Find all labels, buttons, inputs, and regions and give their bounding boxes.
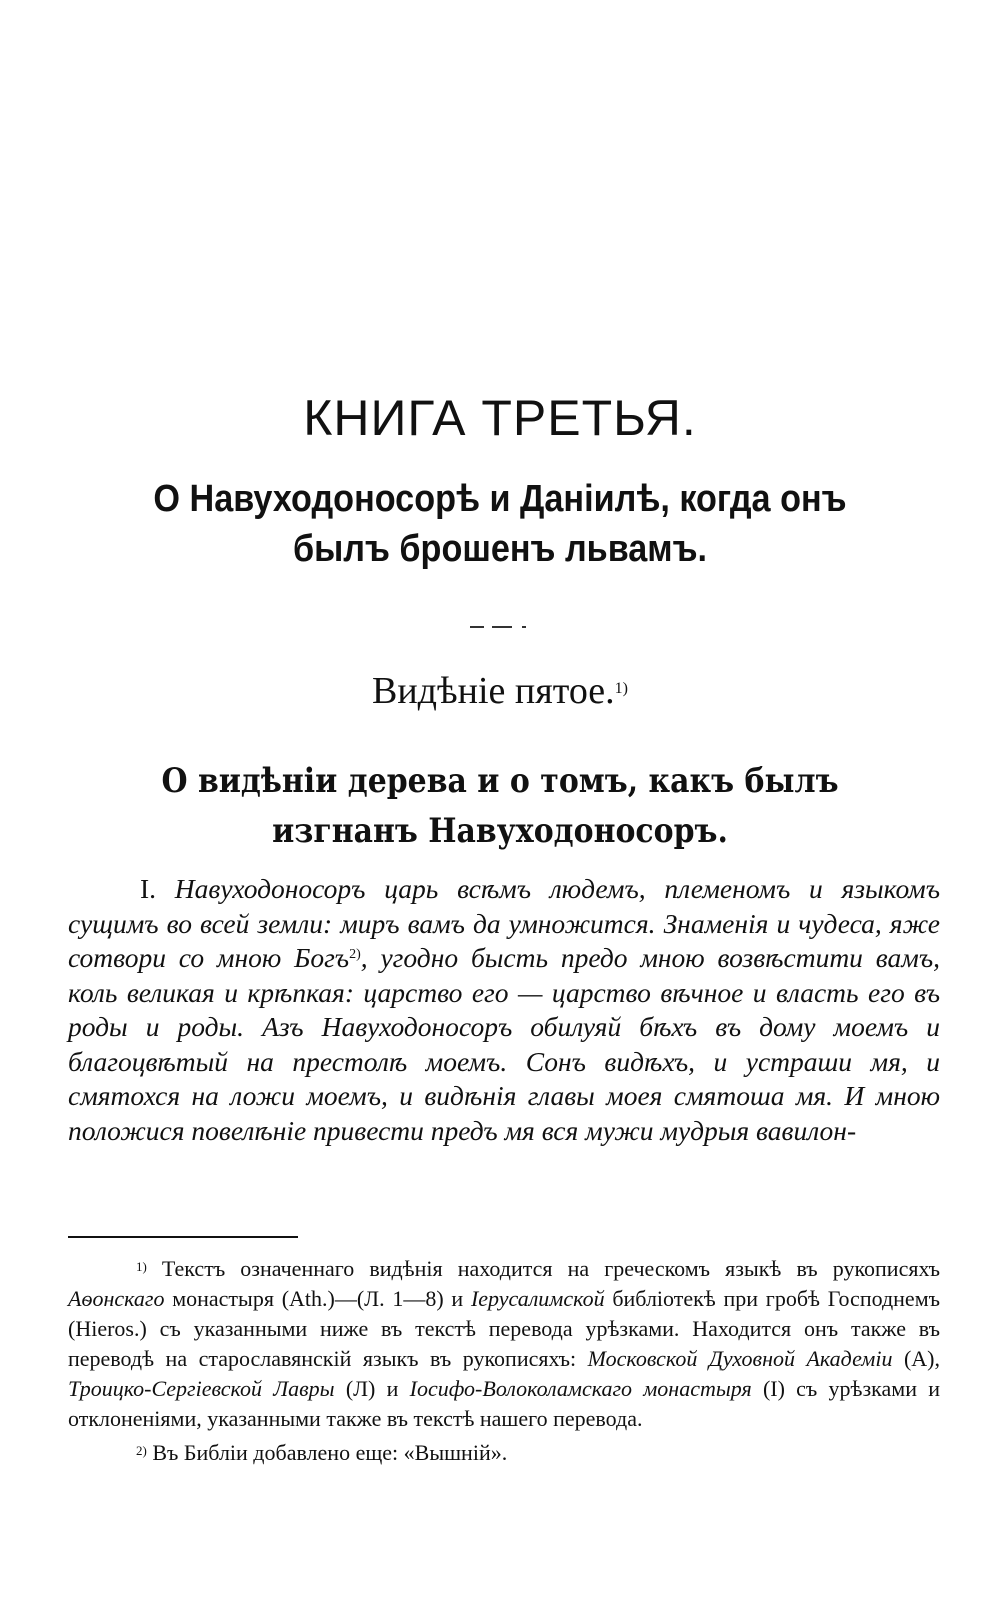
main-text-paragraph xyxy=(68,872,940,1148)
main-text-part-2: , угодно бысть предо мною возвѣстити вамъ, коль великая и крѣпкая: царство его — царство вѣчное и власть его въ роды и роды. Азъ Навуходоносоръ обилуяй бѣхъ въ дому моемъ и благоцвѣтый на престолѣ моемъ. Сонъ видѣхъ, и устраши мя, и смятохся на ложи моемъ, и видѣнія главы моея смятоша мя. И мною положися повелѣніе привести предъ мя вся мужи мудрыя вавилон- xyxy=(68,942,940,1146)
section-ornament xyxy=(470,626,540,630)
footnote-text: Въ Библіи добавлено еще: «Вышній». xyxy=(146,1440,508,1465)
footnote-italic: Іерусалимской xyxy=(470,1286,605,1311)
main-text-part-1: Навуходоносоръ царь всѣмъ людемъ, племеномъ и языкомъ сущимъ во всей земли: миръ вамъ да умножится. Знаменія и чудеса, яже сотвори со мною Богъ xyxy=(68,873,940,973)
vision-title xyxy=(0,666,1000,716)
book-subtitle: О Навуходоносорѣ и Даніилѣ, когда онъ былъ брошенъ львамъ. xyxy=(153,478,847,570)
footnote-separator xyxy=(68,1236,298,1238)
footnote-ref-2[interactable]: 2) xyxy=(349,947,361,962)
footnote-text: (Л) и xyxy=(334,1376,410,1401)
footnote-text: Текстъ означеннаго видѣнія находится на греческомъ языкѣ въ рукописяхъ xyxy=(146,1256,940,1281)
footnote-text: библіотекѣ при гробѣ Господнемъ (Hieros.) съ указанными ниже въ текстѣ перевода урѣзками. Находится онъ также въ переводѣ на старославянскій языкъ въ рукописяхъ: xyxy=(68,1286,940,1371)
footnote-text: (I) съ урѣзками и отклоненіями, указанными также въ текстѣ нашего перевода. xyxy=(68,1376,940,1431)
vision-subtitle: О видѣніи дерева и о томъ, какъ былъ изгнанъ Навуходоносоръ. xyxy=(161,761,839,851)
book-title: КНИГА ТРЕТЬЯ. xyxy=(303,390,697,446)
footnote-ref-1[interactable]: 1) xyxy=(614,680,628,697)
footnote-2 xyxy=(68,1438,940,1468)
footnote-text: монастыря (Ath.)—(Л. 1—8) и xyxy=(164,1286,471,1311)
footnote-italic: Іосифо-Волоколамскаго монастыря xyxy=(409,1376,752,1401)
ornament-dash xyxy=(470,626,484,628)
ornament-dot xyxy=(522,626,526,628)
footnote-italic: Московской Духовной Академіи xyxy=(587,1346,893,1371)
ornament-dash xyxy=(492,626,512,628)
paragraph-numeral: I. xyxy=(140,873,157,904)
footnote-mark: 2) xyxy=(136,1443,147,1458)
footnote-italic: Аѳонскаго xyxy=(68,1286,165,1311)
footnote-1 xyxy=(68,1254,940,1434)
footnotes xyxy=(68,1254,940,1468)
vision-title-text: Видѣніе пятое. xyxy=(372,670,615,712)
footnote-mark: 1) xyxy=(136,1259,147,1274)
footnote-text: (А), xyxy=(892,1346,940,1371)
footnote-italic: Троицко-Сергіевской Лавры xyxy=(68,1376,335,1401)
